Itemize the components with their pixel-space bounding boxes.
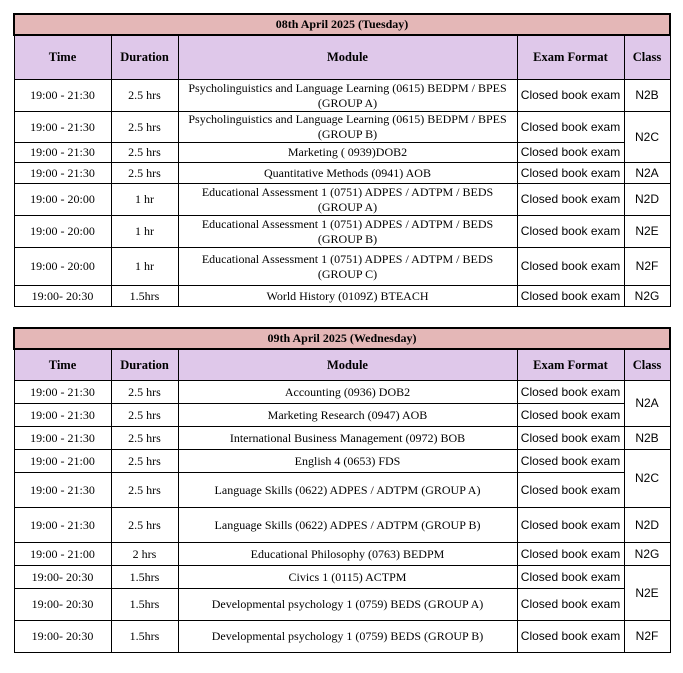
duration-cell: 2.5 hrs [111,473,178,508]
module-cell: Marketing Research (0947) AOB [178,404,517,427]
module-cell: Developmental psychology 1 (0759) BEDS (GROUP B) [178,621,517,653]
time-cell: 19:00 - 21:30 [14,404,111,427]
class-cell: N2F [624,621,670,653]
time-cell: 19:00 - 21:30 [14,427,111,450]
module-cell: World History (0109Z) BTEACH [178,286,517,307]
exam-table-day2 [13,327,671,653]
table-row [14,112,670,143]
time-cell: 19:00 - 21:00 [14,450,111,473]
table-row [14,381,670,404]
format-cell: Closed book exam [517,589,624,621]
duration-cell: 1.5hrs [111,621,178,653]
class-cell: N2A [624,163,670,184]
format-cell: Closed book exam [517,216,624,248]
table-row [14,404,670,427]
duration-cell: 1 hr [111,248,178,286]
time-cell: 19:00 - 20:00 [14,216,111,248]
time-cell: 19:00 - 21:00 [14,543,111,566]
module-cell: Language Skills (0622) ADPES / ADTPM (GROUP A) [178,473,517,508]
module-cell: Psycholinguistics and Language Learning (0615) BEDPM / BPES (GROUP A) [178,80,517,112]
duration-cell: 2.5 hrs [111,404,178,427]
class-cell: N2D [624,184,670,216]
time-cell: 19:00 - 21:30 [14,143,111,163]
class-cell: N2A [624,381,670,427]
time-cell: 19:00 - 21:30 [14,473,111,508]
duration-cell: 2.5 hrs [111,508,178,543]
table-row [14,184,670,216]
table-row [14,216,670,248]
col-duration-header: Duration [111,35,178,80]
table-row [14,589,670,621]
duration-cell: 1 hr [111,216,178,248]
duration-cell: 2.5 hrs [111,381,178,404]
table-row [14,473,670,508]
format-cell: Closed book exam [517,112,624,143]
col-duration-header: Duration [111,349,178,381]
time-cell: 19:00 - 20:00 [14,184,111,216]
time-cell: 19:00- 20:30 [14,286,111,307]
class-cell: N2C [624,112,670,163]
col-class-header: Class [624,349,670,381]
module-cell: Educational Philosophy (0763) BEDPM [178,543,517,566]
duration-cell: 2.5 hrs [111,80,178,112]
module-cell: Quantitative Methods (0941) AOB [178,163,517,184]
time-cell: 19:00 - 21:30 [14,112,111,143]
format-cell: Closed book exam [517,566,624,589]
duration-cell: 1.5hrs [111,566,178,589]
table-row [14,508,670,543]
class-cell: N2G [624,543,670,566]
format-cell: Closed book exam [517,184,624,216]
module-cell: English 4 (0653) FDS [178,450,517,473]
time-cell: 19:00 - 20:00 [14,248,111,286]
table-row [14,80,670,112]
table-row [14,543,670,566]
class-cell: N2E [624,216,670,248]
table-row [14,248,670,286]
col-time-header: Time [14,349,111,381]
time-cell: 19:00 - 21:30 [14,508,111,543]
time-cell: 19:00 - 21:30 [14,381,111,404]
class-cell: N2F [624,248,670,286]
duration-cell: 1.5hrs [111,286,178,307]
class-cell: N2B [624,80,670,112]
format-cell: Closed book exam [517,427,624,450]
duration-cell: 1 hr [111,184,178,216]
duration-cell: 2.5 hrs [111,112,178,143]
module-cell: Accounting (0936) DOB2 [178,381,517,404]
time-cell: 19:00- 20:30 [14,589,111,621]
col-module-header: Module [178,35,517,80]
duration-cell: 2.5 hrs [111,427,178,450]
module-cell: Marketing ( 0939)DOB2 [178,143,517,163]
time-cell: 19:00 - 21:30 [14,80,111,112]
table-row [14,143,670,163]
col-module-header: Module [178,349,517,381]
format-cell: Closed book exam [517,80,624,112]
format-cell: Closed book exam [517,381,624,404]
duration-cell: 2.5 hrs [111,450,178,473]
class-cell: N2E [624,566,670,621]
format-cell: Closed book exam [517,143,624,163]
module-cell: Developmental psychology 1 (0759) BEDS (GROUP A) [178,589,517,621]
class-cell: N2G [624,286,670,307]
date-header: 08th April 2025 (Tuesday) [14,14,670,35]
format-cell: Closed book exam [517,543,624,566]
duration-cell: 1.5hrs [111,589,178,621]
col-format-header: Exam Format [517,349,624,381]
duration-cell: 2.5 hrs [111,163,178,184]
table-row [14,621,670,653]
class-cell: N2B [624,427,670,450]
module-cell: Civics 1 (0115) ACTPM [178,566,517,589]
table-row [14,450,670,473]
col-class-header: Class [624,35,670,80]
module-cell: International Business Management (0972) BOB [178,427,517,450]
format-cell: Closed book exam [517,473,624,508]
format-cell: Closed book exam [517,621,624,653]
module-cell: Psycholinguistics and Language Learning (0615) BEDPM / BPES (GROUP B) [178,112,517,143]
time-cell: 19:00 - 21:30 [14,163,111,184]
format-cell: Closed book exam [517,286,624,307]
table-row [14,566,670,589]
time-cell: 19:00- 20:30 [14,566,111,589]
exam-table-day1 [13,13,671,307]
module-cell: Educational Assessment 1 (0751) ADPES / ADTPM / BEDS (GROUP C) [178,248,517,286]
col-time-header: Time [14,35,111,80]
table-row [14,163,670,184]
date-header: 09th April 2025 (Wednesday) [14,328,670,349]
table-row [14,286,670,307]
time-cell: 19:00- 20:30 [14,621,111,653]
module-cell: Educational Assessment 1 (0751) ADPES / ADTPM / BEDS (GROUP B) [178,216,517,248]
format-cell: Closed book exam [517,450,624,473]
format-cell: Closed book exam [517,404,624,427]
module-cell: Language Skills (0622) ADPES / ADTPM (GROUP B) [178,508,517,543]
format-cell: Closed book exam [517,248,624,286]
class-cell: N2D [624,508,670,543]
duration-cell: 2 hrs [111,543,178,566]
format-cell: Closed book exam [517,508,624,543]
table-row [14,427,670,450]
class-cell: N2C [624,450,670,508]
duration-cell: 2.5 hrs [111,143,178,163]
col-format-header: Exam Format [517,35,624,80]
module-cell: Educational Assessment 1 (0751) ADPES / ADTPM / BEDS (GROUP A) [178,184,517,216]
format-cell: Closed book exam [517,163,624,184]
